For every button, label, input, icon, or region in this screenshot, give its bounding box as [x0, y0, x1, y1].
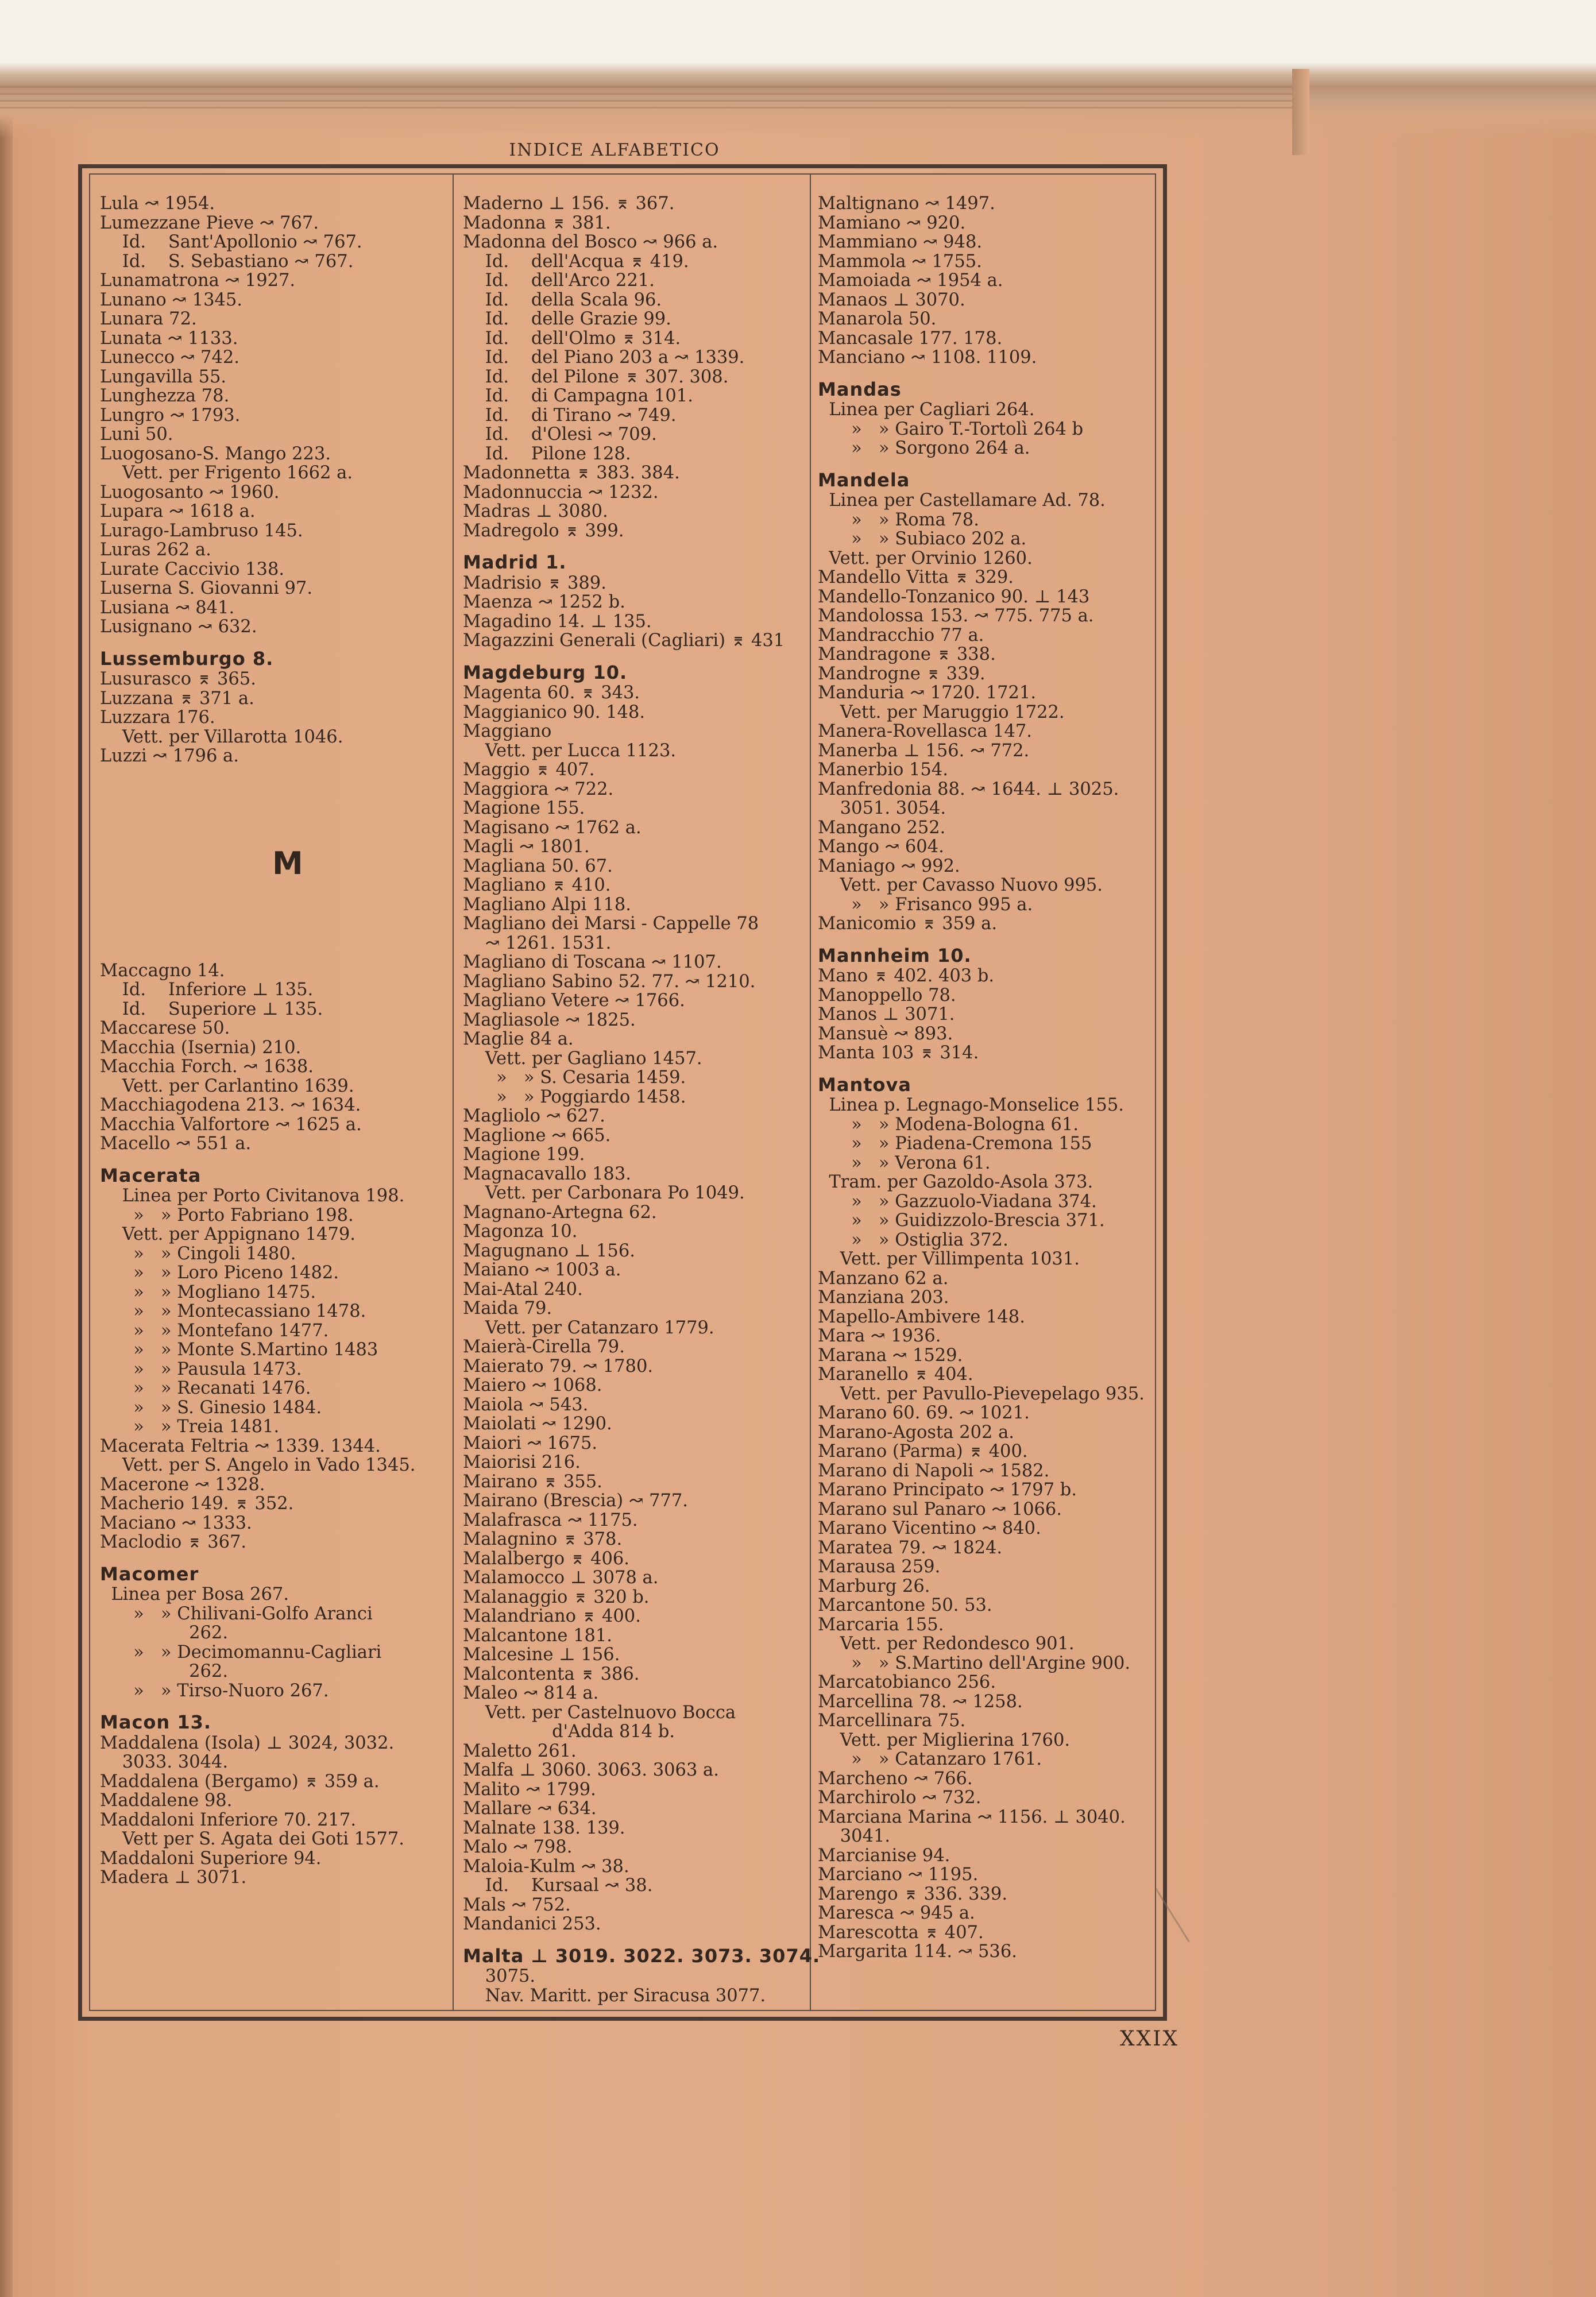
index-entry: Id. di Tirano ↝ 749.	[463, 405, 677, 426]
section-spacer	[100, 881, 415, 961]
index-entry: Lurago-Lambruso 145.	[100, 520, 303, 541]
index-entry: Madras ⊥ 3080.	[463, 501, 608, 521]
edge-line	[0, 86, 1301, 88]
index-entry: Mamoiada ↝ 1954 a.	[818, 270, 1003, 291]
index-heading: Macerata	[100, 1164, 202, 1186]
index-entry: Vett. per Castelnuovo Bocca	[463, 1702, 736, 1723]
index-entry: Maclodio ⌆ 367.	[100, 1532, 247, 1552]
index-entry: Maccagno 14.	[100, 960, 225, 981]
index-entry: Magliasole ↝ 1825.	[463, 1010, 636, 1030]
index-entry: Mammiano ↝ 948.	[818, 232, 983, 252]
index-entry: Malcontenta ⌆ 386.	[463, 1664, 640, 1684]
index-entry: Marengo ⌆ 336. 339.	[818, 1884, 1008, 1904]
index-entry: » » Gairo T.-Tortolì 264 b	[818, 419, 1084, 439]
index-entry: Maiano ↝ 1003 a.	[463, 1260, 621, 1280]
index-entry: Marcatobianco 256.	[818, 1672, 996, 1692]
index-entry: Magazzini Generali (Cagliari) ⌆ 431	[463, 631, 785, 651]
index-entry: Tram. per Gazoldo-Asola 373.	[818, 1172, 1093, 1192]
index-entry: Id. dell'Olmo ⌆ 314.	[463, 328, 681, 349]
index-entry: Macchia (Isernia) 210.	[100, 1037, 302, 1058]
index-entry: Magonza 10.	[463, 1221, 578, 1242]
index-entry: Maglie 84 a.	[463, 1029, 574, 1049]
index-heading: Mandela	[818, 469, 910, 491]
index-entry: Id. Inferiore ⊥ 135.	[100, 980, 314, 1000]
index-entry: Macerone ↝ 1328.	[100, 1474, 265, 1495]
index-entry: » » S. Ginesio 1484.	[100, 1397, 322, 1418]
index-entry: Magliano di Toscana ↝ 1107.	[463, 952, 722, 972]
index-entry: Mandello-Tonzanico 90. ⊥ 143	[818, 586, 1090, 607]
index-entry: Manziana 203.	[818, 1287, 949, 1308]
index-entry: Vett. per Carbonara Po 1049.	[463, 1183, 745, 1203]
index-column-1	[100, 194, 415, 1888]
index-heading: Magdeburg 10.	[463, 661, 628, 683]
index-entry: Marescotta ⌆ 407.	[818, 1922, 984, 1943]
index-entry: Marciano ↝ 1195.	[818, 1865, 979, 1885]
index-entry: Maloia-Kulm ↝ 38.	[463, 1856, 629, 1877]
index-entry: Malagnino ⌆ 378.	[463, 1529, 623, 1549]
index-entry: » » Treia 1481.	[100, 1417, 280, 1437]
index-entry: Maddaloni Inferiore 70. 217.	[100, 1809, 357, 1830]
index-entry: 262.	[100, 1661, 229, 1681]
index-entry: Manoppello 78.	[818, 985, 956, 1006]
index-entry: Linea per Porto Civitanova 198.	[100, 1186, 405, 1206]
index-entry: Mandolossa 153. ↝ 775. 775 a.	[818, 606, 1094, 626]
index-heading: Madrid 1.	[463, 551, 567, 573]
index-entry: Mairano (Brescia) ↝ 777.	[463, 1491, 689, 1511]
index-entry: » » Decimomannu-Cagliari	[100, 1642, 382, 1662]
index-entry: » » Loro Piceno 1482.	[100, 1263, 339, 1283]
index-entry: Marano-Agosta 202 a.	[818, 1422, 1014, 1443]
index-entry: Vett. per Orvinio 1260.	[818, 548, 1033, 569]
index-entry: ↝ 1261. 1531.	[463, 933, 612, 953]
index-heading: Macomer	[100, 1563, 199, 1585]
index-entry: » » Sorgono 264 a.	[818, 438, 1030, 458]
index-entry: Magliana 50. 67.	[463, 856, 613, 876]
page-header: INDICE ALFABETICO	[509, 140, 720, 160]
stacked-page-edge	[1292, 69, 1309, 155]
index-entry: Malafrasca ↝ 1175.	[463, 1510, 638, 1530]
index-entry: » » Roma 78.	[818, 509, 979, 530]
index-entry: Marcaria 155.	[818, 1614, 944, 1635]
index-entry: Manerba ⊥ 156. ↝ 772.	[818, 740, 1030, 761]
index-entry: Madrisio ⌆ 389.	[463, 573, 606, 593]
index-entry: Vett. per Frigento 1662 a.	[100, 463, 353, 483]
index-entry: Madonna ⌆ 381.	[463, 212, 611, 233]
index-entry: Luzzana ⌆ 371 a.	[100, 688, 254, 709]
index-entry: Lusignano ↝ 632.	[100, 617, 257, 637]
index-entry: Macherio 149. ⌆ 352.	[100, 1494, 294, 1514]
index-entry: Madonnetta ⌆ 383. 384.	[463, 463, 680, 483]
index-entry: 262.	[100, 1623, 229, 1643]
index-entry: Marcianise 94.	[818, 1845, 950, 1866]
index-entry: » » Ostiglia 372.	[818, 1229, 1008, 1250]
index-entry: Madregolo ⌆ 399.	[463, 520, 624, 541]
index-entry: Marburg 26.	[818, 1576, 930, 1596]
index-entry: Magnano-Artegna 62.	[463, 1202, 657, 1223]
index-entry: Manos ⊥ 3071.	[818, 1004, 955, 1024]
index-entry: Margarita 114. ↝ 536.	[818, 1942, 1017, 1962]
index-entry: Madonna del Bosco ↝ 966 a.	[463, 232, 718, 252]
index-entry: Linea per Cagliari 264.	[818, 400, 1035, 420]
index-entry: Manicomio ⌆ 359 a.	[818, 914, 998, 934]
index-entry: Id. dell'Arco 221.	[463, 270, 655, 291]
index-entry: Mandrogne ⌆ 339.	[818, 663, 986, 684]
page-number: XXIX	[1120, 2027, 1180, 2051]
index-entry: » » Subiaco 202 a.	[818, 529, 1027, 549]
index-entry: Marcheno ↝ 766.	[818, 1768, 973, 1789]
index-entry: Mano ⌆ 402. 403 b.	[818, 966, 995, 986]
index-entry: Maniago ↝ 992.	[818, 856, 960, 876]
index-entry: Vett. per Maruggio 1722.	[818, 702, 1065, 722]
index-entry: Malanaggio ⌆ 320 b.	[463, 1587, 650, 1607]
index-entry: Id. del Piano 203 a ↝ 1339.	[463, 347, 745, 368]
index-entry: Luogosano-S. Mango 223.	[100, 443, 331, 464]
index-entry: Id. di Campagna 101.	[463, 386, 693, 406]
index-entry: Manta 103 ⌆ 314.	[818, 1043, 979, 1063]
index-entry: » » Cingoli 1480.	[100, 1243, 296, 1264]
index-entry: Malandriano ⌆ 400.	[463, 1606, 641, 1626]
index-entry: Luzzara 176.	[100, 707, 215, 728]
index-entry: Mangano 252.	[818, 817, 946, 838]
index-entry: Maggianico 90. 148.	[463, 702, 646, 722]
index-entry: Manciano ↝ 1108. 1109.	[818, 347, 1037, 368]
index-entry: Marano (Parma) ⌆ 400.	[818, 1441, 1028, 1461]
index-entry: Vett. per S. Angelo in Vado 1345.	[100, 1455, 416, 1475]
index-entry: Madera ⊥ 3071.	[100, 1867, 247, 1888]
index-entry: Id. della Scala 96.	[463, 289, 662, 310]
index-entry: Linea p. Legnago-Monselice 155.	[818, 1095, 1124, 1115]
index-entry: Mandanici 253.	[463, 1914, 601, 1934]
index-entry: » » Guidizzolo-Brescia 371.	[818, 1211, 1105, 1231]
index-heading: Macon 13.	[100, 1711, 211, 1733]
index-entry: Malalbergo ⌆ 406.	[463, 1548, 630, 1569]
index-entry: Macchia Forch. ↝ 1638.	[100, 1057, 314, 1077]
index-entry: » » Montecassiano 1478.	[100, 1301, 366, 1321]
index-entry: Marcantone 50. 53.	[818, 1595, 992, 1615]
index-entry: Magliano Vetere ↝ 1766.	[463, 991, 685, 1011]
index-entry: Maleo ↝ 814 a.	[463, 1683, 599, 1703]
index-entry: Lunecco ↝ 742.	[100, 347, 239, 368]
index-entry: Vett. per Miglierina 1760.	[818, 1730, 1071, 1750]
index-entry: » » S.Martino dell'Argine 900.	[818, 1653, 1131, 1673]
index-entry: Luras 262 a.	[100, 540, 211, 560]
index-entry: Malamocco ⊥ 3078 a.	[463, 1568, 659, 1588]
index-entry: Vett. per Lucca 1123.	[463, 740, 677, 761]
index-entry: Lunghezza 78.	[100, 386, 230, 406]
index-entry: Mallare ↝ 634.	[463, 1799, 597, 1819]
index-entry: Marcellina 78. ↝ 1258.	[818, 1691, 1023, 1712]
index-entry: Maglione ↝ 665.	[463, 1125, 611, 1146]
index-entry: Mammola ↝ 1755.	[818, 251, 982, 272]
index-entry: Linea per Bosa 267.	[100, 1584, 289, 1604]
index-heading: Lussemburgo 8.	[100, 647, 274, 670]
index-column-3	[818, 194, 1145, 1962]
index-entry: Magenta 60. ⌆ 343.	[463, 683, 640, 703]
index-entry: » » Pausula 1473.	[100, 1359, 302, 1379]
index-entry: Lula ↝ 1954.	[100, 194, 215, 214]
index-entry: d'Adda 814 b.	[463, 1722, 675, 1742]
edge-line	[0, 107, 1301, 109]
index-entry: Malcesine ⊥ 156.	[463, 1645, 620, 1665]
index-entry: Maida 79.	[463, 1298, 552, 1318]
index-entry: » » Chilivani-Golfo Aranci	[100, 1603, 373, 1624]
index-entry: Magliolo ↝ 627.	[463, 1106, 605, 1126]
index-entry: Manzano 62 a.	[818, 1268, 949, 1289]
index-entry: Luserna S. Giovanni 97.	[100, 578, 313, 598]
index-entry: Maiolati ↝ 1290.	[463, 1414, 612, 1434]
index-entry: Maddalena (Bergamo) ⌆ 359 a.	[100, 1771, 380, 1792]
index-entry: Maletto 261.	[463, 1741, 577, 1761]
index-entry: 3075.	[463, 1966, 536, 1986]
index-entry: » » Recanati 1476.	[100, 1378, 311, 1398]
index-entry: Lunamatrona ↝ 1927.	[100, 270, 296, 291]
edge-line	[0, 100, 1301, 102]
index-entry: Vett. per Redondesco 901.	[818, 1634, 1075, 1654]
index-entry: Manfredonia 88. ↝ 1644. ⊥ 3025.	[818, 779, 1119, 799]
index-entry: Maierato 79. ↝ 1780.	[463, 1356, 654, 1376]
index-entry: Maderno ⊥ 156. ⌆ 367.	[463, 194, 675, 214]
index-entry: » » Frisanco 995 a.	[818, 894, 1033, 915]
index-entry: Id. Superiore ⊥ 135.	[100, 999, 323, 1019]
index-entry: Maddalena (Isola) ⊥ 3024, 3032.	[100, 1733, 395, 1753]
index-entry: Malcantone 181.	[463, 1625, 612, 1646]
index-entry: Vett. per Gagliano 1457.	[463, 1048, 702, 1069]
index-entry: Maggio ⌆ 407.	[463, 760, 595, 780]
index-entry: Mandracchio 77 a.	[818, 625, 984, 645]
index-entry: Mara ↝ 1936.	[818, 1326, 941, 1346]
index-entry: Magione 155.	[463, 798, 585, 818]
index-entry: Vett. per Catanzaro 1779.	[463, 1317, 714, 1338]
index-entry: Macchiagodena 213. ↝ 1634.	[100, 1095, 361, 1115]
index-entry: Magliano ⌆ 410.	[463, 875, 611, 895]
section-spacer	[100, 766, 415, 846]
index-entry: Maccarese 50.	[100, 1018, 230, 1038]
index-entry: Mandello Vitta ⌆ 329.	[818, 567, 1014, 587]
index-entry: Mamiano ↝ 920.	[818, 212, 966, 233]
index-entry: » » Porto Fabriano 198.	[100, 1205, 354, 1225]
index-entry: Malo ↝ 798.	[463, 1837, 573, 1857]
index-entry: Luzzi ↝ 1796 a.	[100, 746, 239, 766]
index-entry: Marausa 259.	[818, 1557, 941, 1577]
index-entry: Malito ↝ 1799.	[463, 1779, 596, 1800]
index-entry: Magnacavallo 183.	[463, 1163, 631, 1184]
index-entry: Maratea 79. ↝ 1824.	[818, 1537, 1003, 1558]
index-entry: Vett. per Villarotta 1046.	[100, 726, 343, 747]
index-entry: Marana ↝ 1529.	[818, 1345, 963, 1366]
index-entry: Magliano dei Marsi - Cappelle 78	[463, 914, 759, 934]
index-entry: Manduria ↝ 1720. 1721.	[818, 683, 1037, 703]
index-entry: » » Gazzuolo-Viadana 374.	[818, 1191, 1097, 1212]
index-entry: Mansuè ↝ 893.	[818, 1023, 953, 1044]
index-heading: Mannheim 10.	[818, 944, 972, 966]
index-entry: Vett per S. Agata dei Goti 1577.	[100, 1829, 404, 1849]
index-entry: Lungavilla 55.	[100, 366, 227, 387]
edge-line	[0, 93, 1301, 95]
index-entry: » » S. Cesaria 1459.	[463, 1068, 686, 1088]
index-entry: Manera-Rovellasca 147.	[818, 721, 1032, 741]
index-entry: Id. d'Olesi ↝ 709.	[463, 424, 657, 444]
index-entry: Mandragone ⌆ 338.	[818, 644, 996, 664]
index-entry: » » Verona 61.	[818, 1153, 991, 1173]
index-entry: Marano Vicentino ↝ 840.	[818, 1518, 1041, 1538]
index-entry: Marano Principato ↝ 1797 b.	[818, 1480, 1077, 1500]
index-entry: Manerbio 154.	[818, 760, 948, 780]
index-entry: Luogosanto ↝ 1960.	[100, 482, 280, 502]
index-entry: Vett. per Pavullo-Pievepelago 935.	[818, 1383, 1145, 1404]
index-entry: Manaos ⊥ 3070.	[818, 289, 965, 310]
index-entry: Lusiana ↝ 841.	[100, 597, 235, 618]
index-entry: Lunata ↝ 1133.	[100, 328, 238, 349]
index-entry: Maciano ↝ 1333.	[100, 1513, 252, 1533]
index-heading: Malta ⊥ 3019. 3022. 3073. 3074.	[463, 1944, 821, 1967]
index-entry: Lurate Caccivio 138.	[100, 559, 285, 579]
index-entry: Mancasale 177. 178.	[818, 328, 1003, 349]
index-entry: Magione 199.	[463, 1144, 585, 1165]
index-entry: Linea per Castellamare Ad. 78.	[818, 490, 1106, 511]
index-entry: Id. S. Sebastiano ↝ 767.	[100, 251, 354, 272]
index-entry: Maranello ⌆ 404.	[818, 1364, 973, 1385]
index-entry: » » Mogliano 1475.	[100, 1282, 316, 1302]
index-entry: Marchirolo ↝ 732.	[818, 1788, 981, 1808]
index-entry: Id. Sant'Apollonio ↝ 767.	[100, 232, 362, 252]
index-entry: » » Monte S.Martino 1483	[100, 1340, 378, 1360]
index-entry: Vett. per Villimpenta 1031.	[818, 1249, 1080, 1269]
index-entry: Maenza ↝ 1252 b.	[463, 592, 625, 612]
index-entry: Malnate 138. 139.	[463, 1818, 625, 1838]
index-entry: Maddalene 98.	[100, 1791, 233, 1811]
index-entry: Magliano Sabino 52. 77. ↝ 1210.	[463, 971, 756, 992]
index-entry: Malfa ⊥ 3060. 3063. 3063 a.	[463, 1760, 719, 1780]
index-heading: Mantova	[818, 1073, 911, 1096]
index-column-2	[463, 194, 820, 2005]
index-entry: Manarola 50.	[818, 309, 937, 329]
index-entry: Marano di Napoli ↝ 1582.	[818, 1460, 1050, 1481]
index-entry: Macchia Valfortore ↝ 1625 a.	[100, 1114, 362, 1135]
index-entry: Marcellinara 75.	[818, 1711, 966, 1731]
index-entry: Macello ↝ 551 a.	[100, 1134, 252, 1154]
index-entry: Maiorisi 216.	[463, 1452, 581, 1472]
index-entry: Mals ↝ 752.	[463, 1894, 571, 1915]
book-binding-edge	[0, 0, 13, 2297]
index-entry: Maresca ↝ 945 a.	[818, 1903, 975, 1923]
index-entry: Lunano ↝ 1345.	[100, 289, 242, 310]
index-entry: Id. dell'Acqua ⌆ 419.	[463, 251, 689, 272]
index-entry: Magliano Alpi 118.	[463, 894, 631, 915]
index-entry: Maiori ↝ 1675.	[463, 1433, 598, 1453]
index-entry: Vett. per Cavasso Nuovo 995.	[818, 875, 1103, 895]
index-entry: Magli ↝ 1801.	[463, 837, 590, 857]
index-entry: Magadino 14. ⊥ 135.	[463, 611, 652, 632]
index-entry: Luni 50.	[100, 424, 173, 444]
index-entry: Id. Pilone 128.	[463, 443, 631, 464]
index-entry: 3033. 3044.	[100, 1752, 229, 1772]
index-entry: 3041.	[818, 1826, 891, 1846]
index-entry: Lunara 72.	[100, 309, 197, 329]
index-entry: Mango ↝ 604.	[818, 837, 944, 857]
index-entry: Mapello-Ambivere 148.	[818, 1306, 1025, 1327]
index-entry: Vett. per Appignano 1479.	[100, 1224, 356, 1244]
index-entry: Marano sul Panaro ↝ 1066.	[818, 1499, 1062, 1519]
index-entry: Id. Kursaal ↝ 38.	[463, 1876, 653, 1896]
index-entry: Lusurasco ⌆ 365.	[100, 669, 256, 689]
section-letter: M	[272, 845, 303, 881]
index-entry: Mai-Atal 240.	[463, 1279, 583, 1300]
index-entry: Marano 60. 69. ↝ 1021.	[818, 1403, 1030, 1423]
index-entry: Nav. Maritt. per Siracusa 3077.	[463, 1985, 766, 2006]
index-entry: » » Catanzaro 1761.	[818, 1749, 1042, 1769]
index-entry: Marciana Marina ↝ 1156. ⊥ 3040.	[818, 1807, 1126, 1827]
index-entry: » » Piadena-Cremona 155	[818, 1134, 1092, 1154]
index-entry: Macerata Feltria ↝ 1339. 1344.	[100, 1436, 381, 1456]
index-entry: » » Tirso-Nuoro 267.	[100, 1680, 329, 1701]
index-entry: Maierà-Cirella 79.	[463, 1337, 625, 1357]
index-entry: Maggiora ↝ 722.	[463, 779, 614, 799]
index-heading: Mandas	[818, 378, 902, 400]
index-entry: » » Montefano 1477.	[100, 1320, 329, 1341]
index-entry: Id. delle Grazie 99.	[463, 309, 671, 329]
top-page-edges	[0, 0, 1596, 138]
index-entry: Lumezzane Pieve ↝ 767.	[100, 212, 319, 233]
index-entry: 3051. 3054.	[818, 798, 946, 818]
index-entry: Maggiano	[463, 721, 552, 741]
index-entry: » » Modena-Bologna 61.	[818, 1114, 1079, 1135]
column-divider	[453, 173, 454, 2011]
index-entry: Id. del Pilone ⌆ 307. 308.	[463, 366, 729, 387]
index-entry: Magugnano ⊥ 156.	[463, 1240, 635, 1261]
index-entry: Mairano ⌆ 355.	[463, 1471, 602, 1492]
index-entry: Maddaloni Superiore 94.	[100, 1848, 322, 1869]
index-entry: » » Poggiardo 1458.	[463, 1086, 686, 1107]
index-entry: Maiero ↝ 1068.	[463, 1375, 602, 1395]
index-entry: Maltignano ↝ 1497.	[818, 194, 995, 214]
index-entry: Lupara ↝ 1618 a.	[100, 501, 256, 521]
index-entry: Maiola ↝ 543.	[463, 1394, 589, 1415]
index-entry: Magisano ↝ 1762 a.	[463, 817, 642, 838]
index-entry: Madonnuccia ↝ 1232.	[463, 482, 659, 502]
index-entry: Lungro ↝ 1793.	[100, 405, 241, 426]
index-entry: Vett. per Carlantino 1639.	[100, 1076, 354, 1096]
